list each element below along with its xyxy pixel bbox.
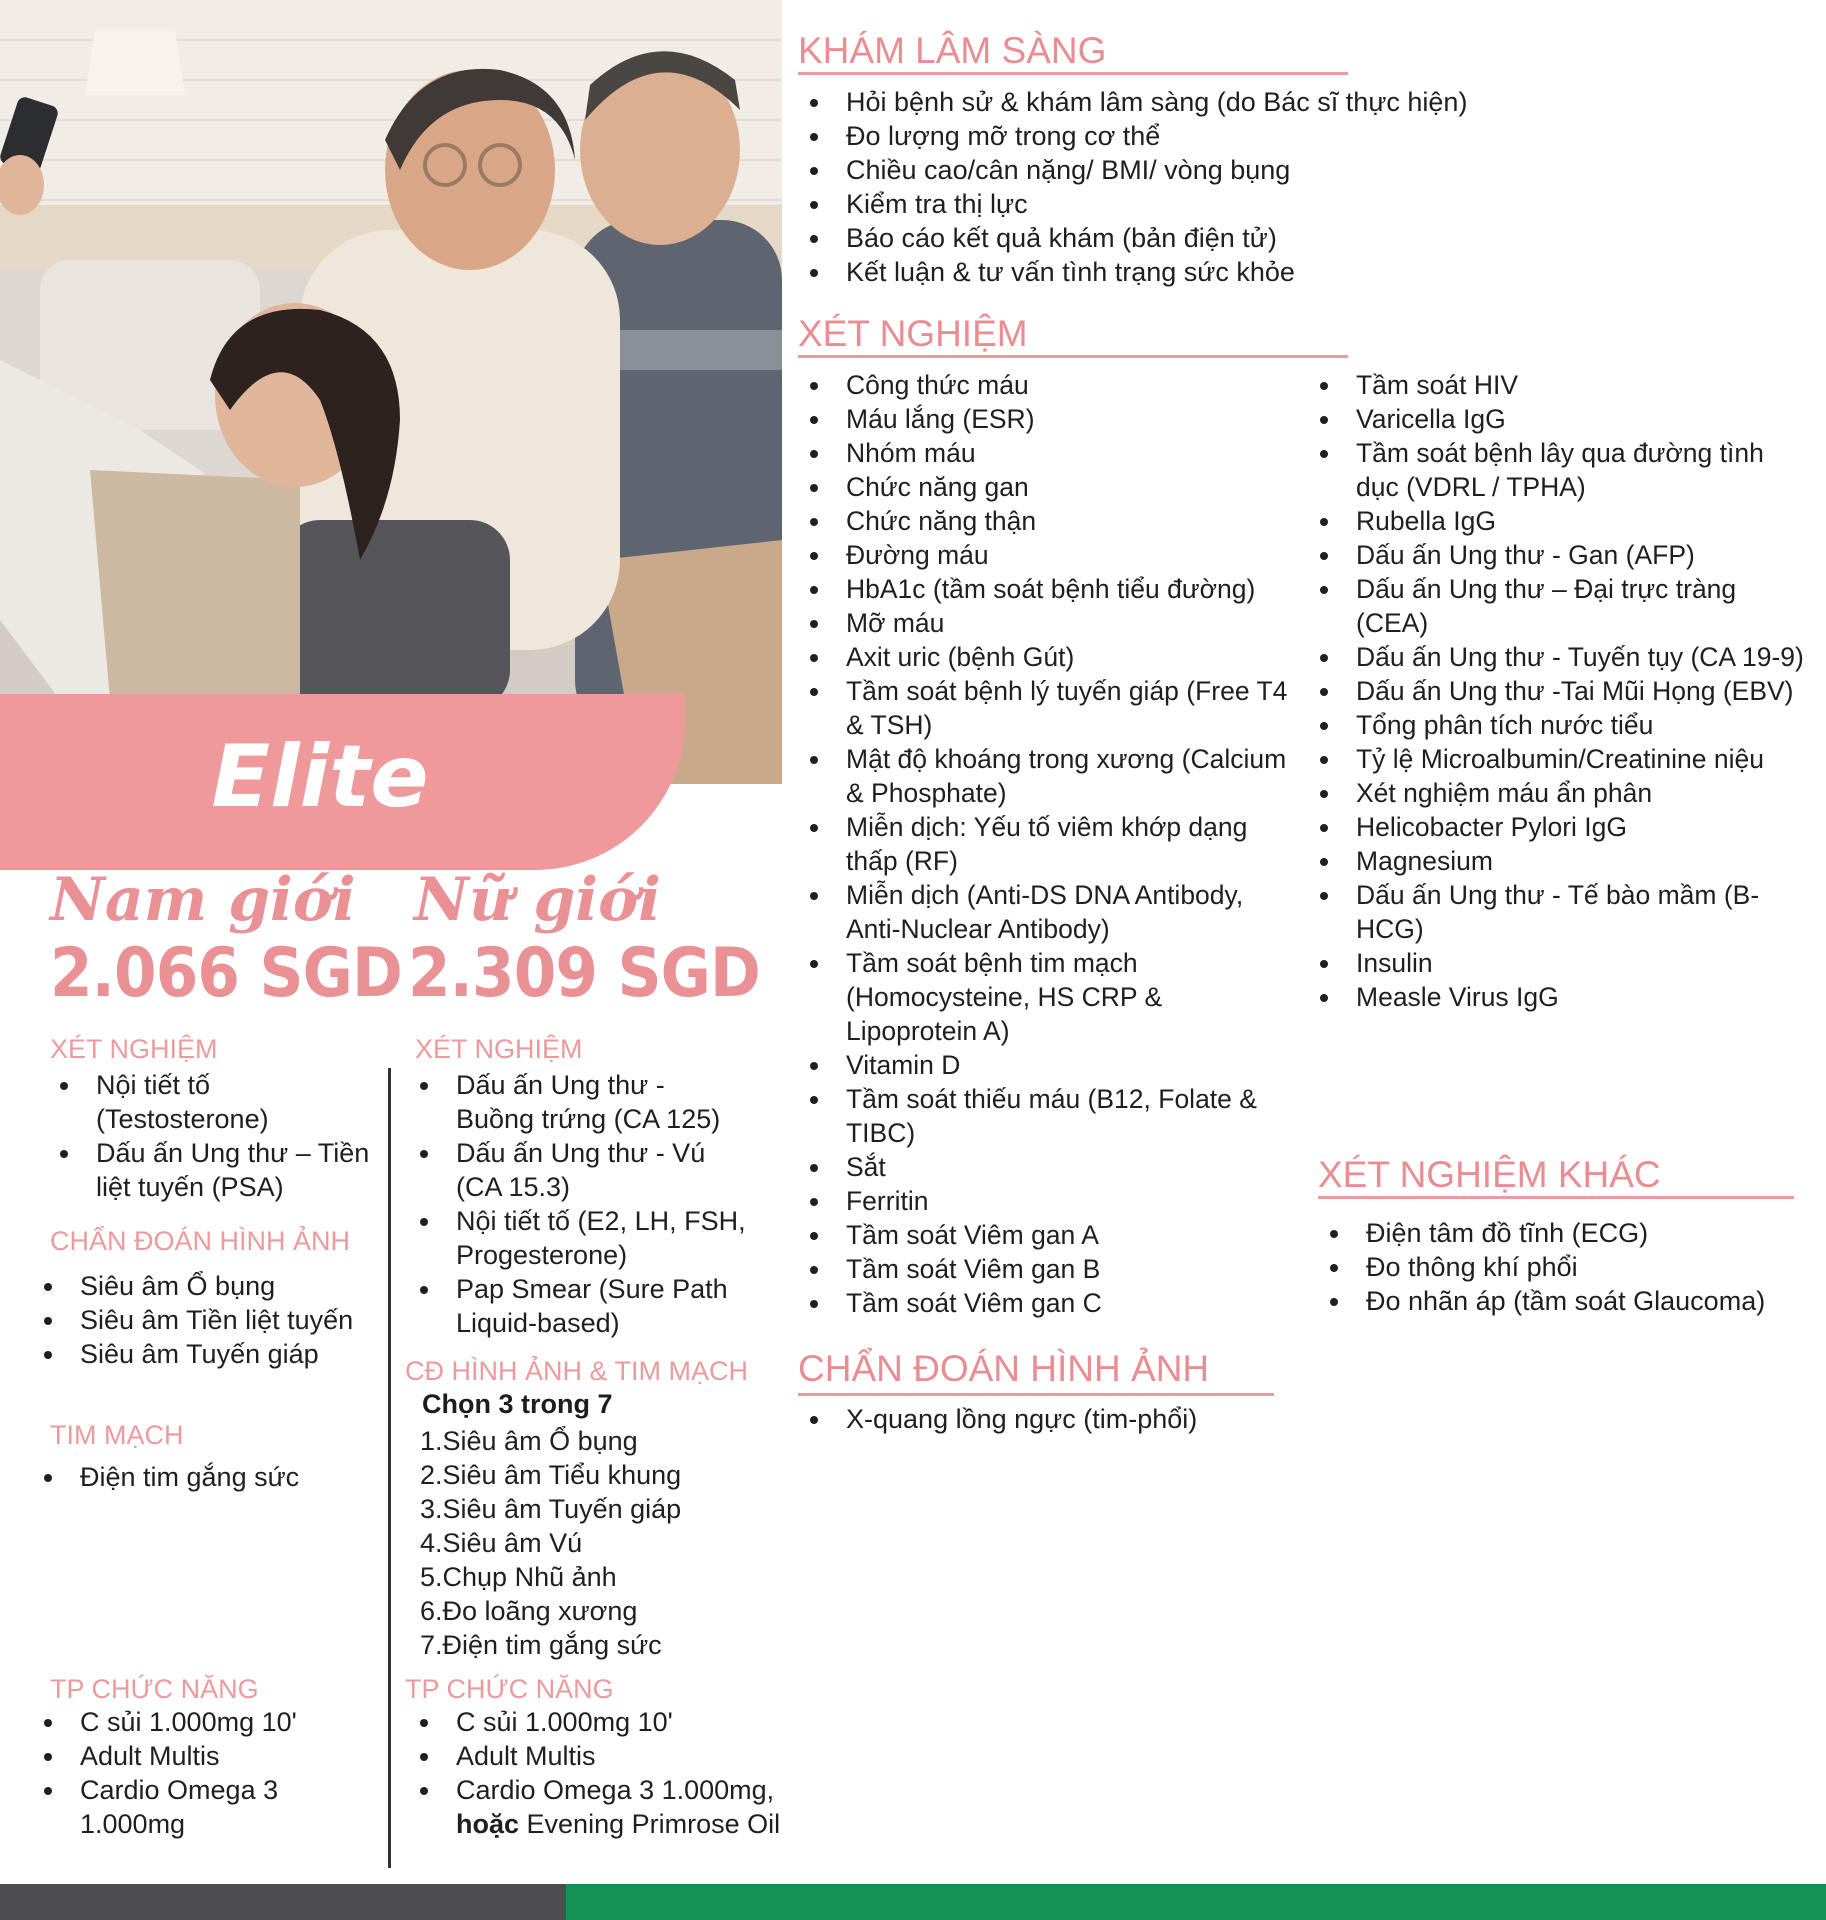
list-item: Xét nghiệm máu ẩn phân bbox=[1310, 776, 1810, 810]
list-item: Miễn dịch: Yếu tố viêm khớp dạng thấp (RF) bbox=[800, 810, 1290, 878]
lab-list-right bbox=[1310, 368, 1810, 1014]
list-item: 1.Siêu âm Ổ bụng bbox=[420, 1426, 638, 1456]
list-item: Tầm soát bệnh lây qua đường tình dục (VDRL / TPHA) bbox=[1310, 436, 1810, 504]
list-item: Dấu ấn Ung thư - Tế bào mầm (B-HCG) bbox=[1310, 878, 1810, 946]
list-item: Tầm soát Viêm gan A bbox=[800, 1218, 1290, 1252]
clinical-list bbox=[800, 85, 1800, 289]
list-item: Điện tâm đồ tĩnh (ECG) bbox=[1320, 1216, 1810, 1250]
list-item: Vitamin D bbox=[800, 1048, 1290, 1082]
list-item: 6.Đo loãng xương bbox=[420, 1596, 638, 1626]
list-item: Pap Smear (Sure Path Liquid-based) bbox=[410, 1272, 750, 1340]
list-item: Điện tim gắng sức bbox=[34, 1460, 354, 1494]
list-item: Dấu ấn Ung thư – Tiền liệt tuyến (PSA) bbox=[50, 1136, 370, 1204]
list-item: Tầm soát bệnh tim mạch (Homocysteine, HS CRP & Lipoprotein A) bbox=[800, 946, 1290, 1048]
other-tests-rule bbox=[1318, 1196, 1794, 1199]
list-item: Báo cáo kết quả khám (bản điện tử) bbox=[800, 221, 1800, 255]
supplement-alt-rest: Evening Primrose Oil bbox=[519, 1809, 781, 1839]
list-item: Magnesium bbox=[1310, 844, 1810, 878]
male-label: Nam giới bbox=[50, 865, 356, 935]
list-item: Siêu âm Tiền liệt tuyến bbox=[34, 1303, 354, 1337]
list-item: Tầm soát Viêm gan B bbox=[800, 1252, 1290, 1286]
hero-photo bbox=[0, 0, 782, 784]
list-item: Chức năng thận bbox=[800, 504, 1290, 538]
list-item: 3.Siêu âm Tuyến giáp bbox=[420, 1494, 682, 1524]
male-tests-heading: XÉT NGHIỆM bbox=[50, 1034, 218, 1064]
list-item: 2.Siêu âm Tiểu khung bbox=[420, 1460, 682, 1490]
list-item: Kết luận & tư vấn tình trạng sức khỏe bbox=[800, 255, 1800, 289]
list-item: Chiều cao/cân nặng/ BMI/ vòng bụng bbox=[800, 153, 1800, 187]
choose-note: Chọn 3 trong 7 bbox=[422, 1389, 613, 1419]
male-imaging-heading: CHẨN ĐOÁN HÌNH ẢNH bbox=[50, 1226, 351, 1256]
male-cardio-list bbox=[34, 1460, 354, 1494]
list-item: Hỏi bệnh sử & khám lâm sàng (do Bác sĩ thực hiện) bbox=[800, 85, 1800, 119]
list-item: 5.Chụp Nhũ ảnh bbox=[420, 1562, 617, 1592]
clinical-rule bbox=[798, 72, 1348, 75]
list-item: 4.Siêu âm Vú bbox=[420, 1528, 583, 1558]
list-item: HbA1c (tầm soát bệnh tiểu đường) bbox=[800, 572, 1290, 606]
imaging-rule bbox=[798, 1393, 1274, 1396]
list-item: Adult Multis bbox=[410, 1739, 810, 1773]
female-tests-list bbox=[410, 1068, 750, 1340]
list-item: Nội tiết tố (E2, LH, FSH, Progesterone) bbox=[410, 1204, 750, 1272]
footer-bar-gray bbox=[0, 1884, 566, 1920]
supplement-alt-bold: hoặc bbox=[456, 1809, 520, 1839]
list-item: Ferritin bbox=[800, 1184, 1290, 1218]
list-item: Siêu âm Tuyến giáp bbox=[34, 1337, 354, 1371]
male-supplements-heading: TP CHỨC NĂNG bbox=[50, 1674, 259, 1704]
male-price: 2.066 SGD bbox=[50, 934, 402, 1013]
list-item: X-quang lồng ngực (tim-phổi) bbox=[800, 1402, 1300, 1436]
female-label: Nữ giới bbox=[414, 865, 661, 935]
list-item: Đường máu bbox=[800, 538, 1290, 572]
list-item: Cardio Omega 3 1.000mg bbox=[34, 1773, 324, 1841]
female-tests-heading: XÉT NGHIỆM bbox=[415, 1034, 583, 1064]
lab-list-left bbox=[800, 368, 1290, 1320]
list-item: Nội tiết tố (Testosterone) bbox=[50, 1068, 370, 1136]
female-price: 2.309 SGD bbox=[408, 934, 760, 1013]
male-supplements-list bbox=[34, 1705, 324, 1841]
list-item: Kiểm tra thị lực bbox=[800, 187, 1800, 221]
male-cardio-heading: TIM MẠCH bbox=[50, 1420, 184, 1450]
list-item: C sủi 1.000mg 10' bbox=[34, 1705, 324, 1739]
list-item: Mỡ máu bbox=[800, 606, 1290, 640]
list-item: Dấu ấn Ung thư - Vú (CA 15.3) bbox=[410, 1136, 750, 1204]
female-imaging-options bbox=[420, 1424, 760, 1662]
female-supplements-list bbox=[410, 1705, 810, 1841]
list-item: Adult Multis bbox=[34, 1739, 324, 1773]
list-item: Varicella IgG bbox=[1310, 402, 1810, 436]
female-imaging-heading: CĐ HÌNH ẢNH & TIM MẠCH bbox=[405, 1356, 749, 1386]
list-item: Đo nhãn áp (tầm soát Glaucoma) bbox=[1320, 1284, 1810, 1318]
other-tests-heading: XÉT NGHIỆM KHÁC bbox=[1318, 1154, 1661, 1195]
list-item: Rubella IgG bbox=[1310, 504, 1810, 538]
list-item: Công thức máu bbox=[800, 368, 1290, 402]
list-item: Mật độ khoáng trong xương (Calcium & Phosphate) bbox=[800, 742, 1290, 810]
imaging-list bbox=[800, 1402, 1300, 1436]
list-item: Dấu ấn Ung thư -Tai Mũi Họng (EBV) bbox=[1310, 674, 1810, 708]
list-item: Tầm soát HIV bbox=[1310, 368, 1810, 402]
list-item: Helicobacter Pylori IgG bbox=[1310, 810, 1810, 844]
list-item: Insulin bbox=[1310, 946, 1810, 980]
column-divider bbox=[388, 1068, 391, 1868]
male-imaging-list bbox=[34, 1269, 354, 1371]
list-item: Chức năng gan bbox=[800, 470, 1290, 504]
family-selfie-illustration bbox=[0, 0, 782, 784]
list-item: Tỷ lệ Microalbumin/Creatinine niệu bbox=[1310, 742, 1810, 776]
list-item: Axit uric (bệnh Gút) bbox=[800, 640, 1290, 674]
list-item: Tầm soát bệnh lý tuyến giáp (Free T4 & TSH) bbox=[800, 674, 1290, 742]
list-item: Miễn dịch (Anti-DS DNA Antibody, Anti-Nuclear Antibody) bbox=[800, 878, 1290, 946]
list-item: Đo thông khí phổi bbox=[1320, 1250, 1810, 1284]
list-item: Dấu ấn Ung thư - Buồng trứng (CA 125) bbox=[410, 1068, 750, 1136]
list-item: Siêu âm Ổ bụng bbox=[34, 1269, 354, 1303]
female-supplements-heading: TP CHỨC NĂNG bbox=[405, 1674, 614, 1704]
list-item: Nhóm máu bbox=[800, 436, 1290, 470]
list-item: Sắt bbox=[800, 1150, 1290, 1184]
list-item: 7.Điện tim gắng sức bbox=[420, 1630, 662, 1660]
list-item: C sủi 1.000mg 10' bbox=[410, 1705, 810, 1739]
package-title: Elite bbox=[211, 727, 429, 827]
supplement-text: Cardio Omega 3 1.000mg, bbox=[456, 1775, 775, 1805]
lab-rule bbox=[798, 355, 1348, 358]
list-item: Measle Virus IgG bbox=[1310, 980, 1810, 1014]
lab-heading: XÉT NGHIỆM bbox=[798, 313, 1028, 354]
list-item: Dấu ấn Ung thư – Đại trực tràng (CEA) bbox=[1310, 572, 1810, 640]
list-item: Đo lượng mỡ trong cơ thể bbox=[800, 119, 1800, 153]
list-item: Dấu ấn Ung thư - Tuyến tụy (CA 19-9) bbox=[1310, 640, 1810, 674]
other-tests-list bbox=[1320, 1216, 1810, 1318]
list-item: Tầm soát Viêm gan C bbox=[800, 1286, 1290, 1320]
list-item: Dấu ấn Ung thư - Gan (AFP) bbox=[1310, 538, 1810, 572]
list-item: Tầm soát thiếu máu (B12, Folate & TIBC) bbox=[800, 1082, 1290, 1150]
list-item: Máu lắng (ESR) bbox=[800, 402, 1290, 436]
male-tests-list bbox=[50, 1068, 370, 1204]
list-item bbox=[410, 1773, 810, 1841]
imaging-heading: CHẨN ĐOÁN HÌNH ẢNH bbox=[798, 1348, 1210, 1389]
footer-bar-green bbox=[566, 1884, 1826, 1920]
clinical-heading: KHÁM LÂM SÀNG bbox=[798, 30, 1107, 71]
list-item: Tổng phân tích nước tiểu bbox=[1310, 708, 1810, 742]
